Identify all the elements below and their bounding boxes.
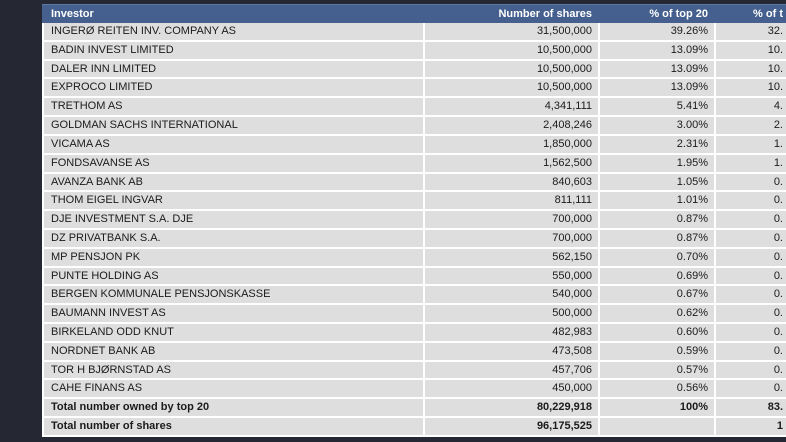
pct-of-total-cell: 2. — [716, 117, 786, 134]
number-of-shares-cell: 550,000 — [425, 268, 600, 285]
investor-name-cell: TOR H BJØRNSTAD AS — [44, 362, 425, 379]
investor-name-cell: NORDNET BANK AB — [44, 343, 425, 360]
number-of-shares-cell: 4,341,111 — [425, 98, 600, 115]
investor-name-cell: PUNTE HOLDING AS — [44, 268, 425, 285]
pct-of-total-cell: 0. — [716, 230, 786, 247]
pct-of-top20-cell: 3.00% — [600, 117, 716, 134]
table-row — [44, 98, 786, 117]
pct-of-top20-cell: 13.09% — [600, 79, 716, 96]
table-row — [44, 174, 786, 193]
pct-of-total-cell: 0. — [716, 286, 786, 303]
pct-of-top20-cell: 0.69% — [600, 268, 716, 285]
pct-of-total-cell: 0. — [716, 192, 786, 209]
investor-name-cell: GOLDMAN SACHS INTERNATIONAL — [44, 117, 425, 134]
number-of-shares-cell: 10,500,000 — [425, 79, 600, 96]
investor-name-cell: MP PENSJON PK — [44, 249, 425, 266]
table-total-row — [44, 399, 786, 418]
investor-name-cell: Total number owned by top 20 — [44, 399, 425, 416]
table-row — [44, 117, 786, 136]
table-row — [44, 136, 786, 155]
pct-of-total-cell: 0. — [716, 211, 786, 228]
pct-of-total-cell: 0. — [716, 380, 786, 397]
pct-of-top20-cell: 0.87% — [600, 230, 716, 247]
investor-name-cell: EXPROCO LIMITED — [44, 79, 425, 96]
table-row — [44, 192, 786, 211]
table-body — [42, 23, 786, 437]
pct-of-total-cell: 83. — [716, 399, 786, 416]
number-of-shares-cell: 700,000 — [425, 230, 600, 247]
investor-name-cell: BIRKELAND ODD KNUT — [44, 324, 425, 341]
table-row — [44, 362, 786, 381]
pct-of-total-cell: 1. — [716, 155, 786, 172]
table-row — [44, 286, 786, 305]
pct-of-total-cell: 0. — [716, 324, 786, 341]
pct-of-total-cell: 4. — [716, 98, 786, 115]
pct-of-total-cell: 0. — [716, 249, 786, 266]
investor-name-cell: TRETHOM AS — [44, 98, 425, 115]
investor-name-cell: DJE INVESTMENT S.A. DJE — [44, 211, 425, 228]
table-row — [44, 343, 786, 362]
pct-of-total-cell: 10. — [716, 61, 786, 78]
table-row — [44, 230, 786, 249]
pct-of-top20-cell: 1.95% — [600, 155, 716, 172]
pct-of-total-cell: 0. — [716, 268, 786, 285]
table-header-row — [42, 4, 786, 23]
number-of-shares-cell: 10,500,000 — [425, 42, 600, 59]
number-of-shares-cell: 10,500,000 — [425, 61, 600, 78]
number-of-shares-cell: 473,508 — [425, 343, 600, 360]
pct-of-top20-cell: 100% — [600, 399, 716, 416]
table-row — [44, 268, 786, 287]
column-header-number-of-shares: Number of shares — [498, 8, 592, 20]
pct-of-top20-cell: 0.57% — [600, 362, 716, 379]
investor-name-cell: BERGEN KOMMUNALE PENSJONSKASSE — [44, 286, 425, 303]
table-row — [44, 324, 786, 343]
number-of-shares-cell: 1,562,500 — [425, 155, 600, 172]
table-row — [44, 23, 786, 42]
pct-of-top20-cell: 2.31% — [600, 136, 716, 153]
pct-of-total-cell: 10. — [716, 42, 786, 59]
investor-name-cell: CAHE FINANS AS — [44, 380, 425, 397]
number-of-shares-cell: 811,111 — [425, 192, 600, 209]
pct-of-top20-cell: 39.26% — [600, 23, 716, 40]
pct-of-top20-cell: 0.62% — [600, 305, 716, 322]
number-of-shares-cell: 31,500,000 — [425, 23, 600, 40]
investor-name-cell: FONDSAVANSE AS — [44, 155, 425, 172]
pct-of-total-cell: 1. — [716, 136, 786, 153]
number-of-shares-cell: 2,408,246 — [425, 117, 600, 134]
number-of-shares-cell: 500,000 — [425, 305, 600, 322]
table-row — [44, 249, 786, 268]
column-header-pct-of-total: % of t — [753, 8, 783, 20]
pct-of-top20-cell: 1.01% — [600, 192, 716, 209]
investor-name-cell: Total number of shares — [44, 418, 425, 435]
top20-shareholders-table — [42, 4, 786, 437]
investor-name-cell: BADIN INVEST LIMITED — [44, 42, 425, 59]
number-of-shares-cell: 1,850,000 — [425, 136, 600, 153]
table-row — [44, 42, 786, 61]
table-row — [44, 211, 786, 230]
pct-of-top20-cell: 0.56% — [600, 380, 716, 397]
number-of-shares-cell: 457,706 — [425, 362, 600, 379]
pct-of-total-cell: 32. — [716, 23, 786, 40]
pct-of-top20-cell — [600, 418, 716, 435]
pct-of-top20-cell: 0.60% — [600, 324, 716, 341]
table-row — [44, 61, 786, 80]
investor-name-cell: DZ PRIVATBANK S.A. — [44, 230, 425, 247]
number-of-shares-cell: 540,000 — [425, 286, 600, 303]
pct-of-top20-cell: 0.87% — [600, 211, 716, 228]
investor-name-cell: BAUMANN INVEST AS — [44, 305, 425, 322]
table-row — [44, 305, 786, 324]
pct-of-top20-cell: 0.67% — [600, 286, 716, 303]
table-total-row — [44, 418, 786, 437]
table-row — [44, 79, 786, 98]
investor-name-cell: DALER INN LIMITED — [44, 61, 425, 78]
pct-of-total-cell: 10. — [716, 79, 786, 96]
number-of-shares-cell: 96,175,525 — [425, 418, 600, 435]
table-row — [44, 380, 786, 399]
pct-of-total-cell: 0. — [716, 174, 786, 191]
pct-of-top20-cell: 13.09% — [600, 42, 716, 59]
number-of-shares-cell: 482,983 — [425, 324, 600, 341]
pct-of-top20-cell: 5.41% — [600, 98, 716, 115]
investor-name-cell: AVANZA BANK AB — [44, 174, 425, 191]
table-row — [44, 155, 786, 174]
pct-of-total-cell: 0. — [716, 305, 786, 322]
number-of-shares-cell: 700,000 — [425, 211, 600, 228]
number-of-shares-cell: 80,229,918 — [425, 399, 600, 416]
pct-of-total-cell: 0. — [716, 362, 786, 379]
investor-name-cell: INGERØ REITEN INV. COMPANY AS — [44, 23, 425, 40]
pct-of-top20-cell: 13.09% — [600, 61, 716, 78]
investor-name-cell: VICAMA AS — [44, 136, 425, 153]
pct-of-top20-cell: 0.70% — [600, 249, 716, 266]
number-of-shares-cell: 562,150 — [425, 249, 600, 266]
investor-name-cell: THOM EIGEL INGVAR — [44, 192, 425, 209]
number-of-shares-cell: 840,603 — [425, 174, 600, 191]
column-header-investor: Investor — [51, 8, 94, 20]
pct-of-total-cell: 1 — [716, 418, 786, 435]
number-of-shares-cell: 450,000 — [425, 380, 600, 397]
pct-of-total-cell: 0. — [716, 343, 786, 360]
column-header-pct-of-top20: % of top 20 — [649, 8, 708, 20]
pct-of-top20-cell: 0.59% — [600, 343, 716, 360]
pct-of-top20-cell: 1.05% — [600, 174, 716, 191]
